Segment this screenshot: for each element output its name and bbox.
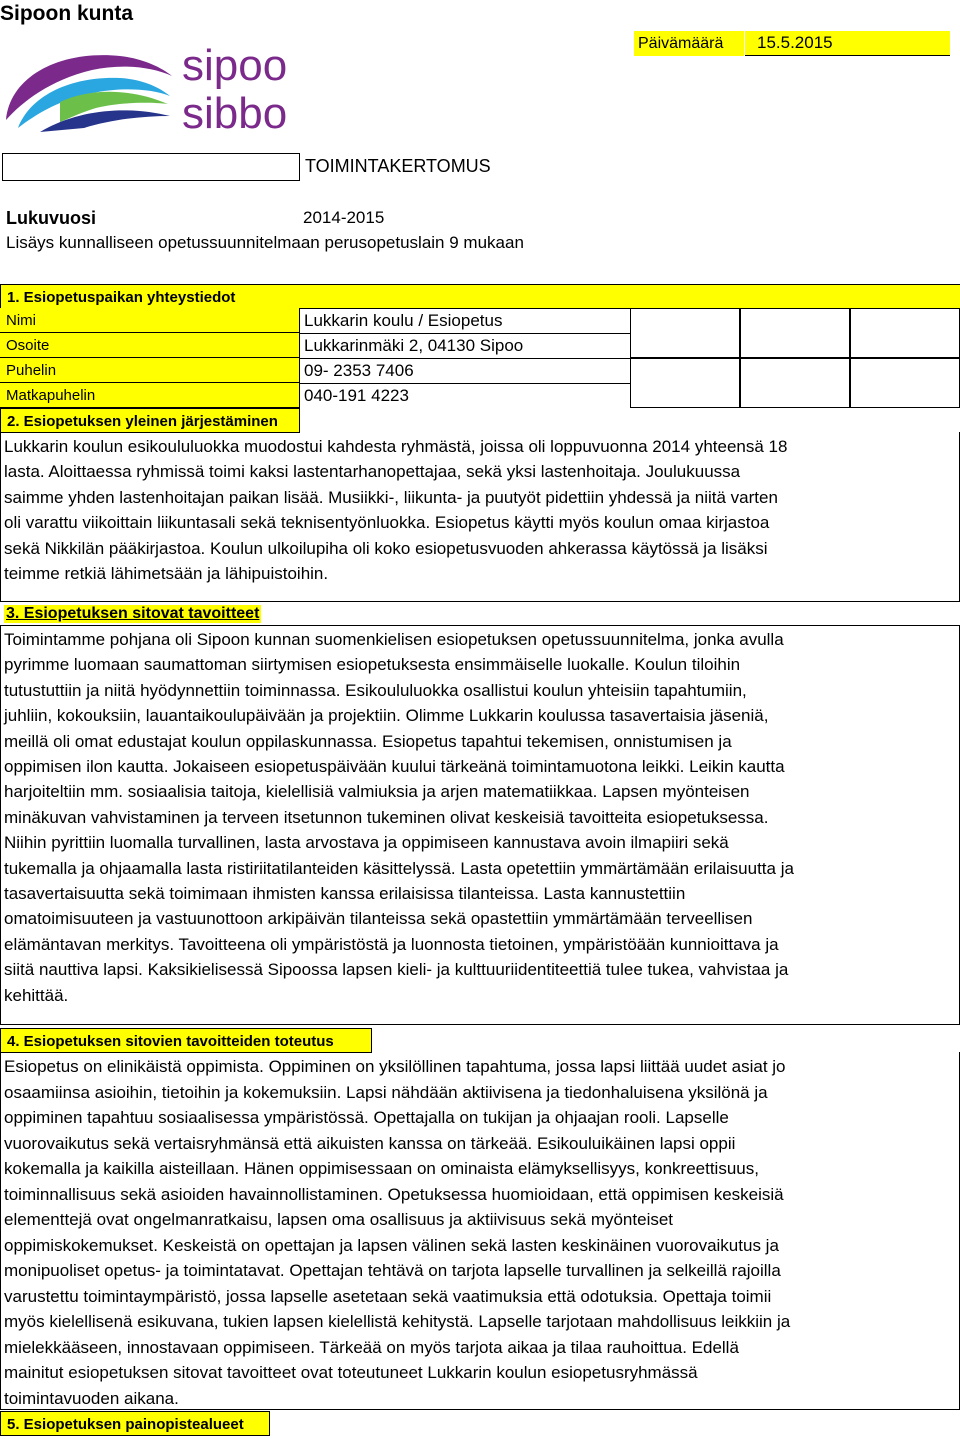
empty-cell	[850, 308, 960, 358]
empty-cell	[630, 358, 740, 408]
section-3-heading: 3. Esiopetuksen sitovat tavoitteet	[6, 605, 260, 622]
info-value-address: Lukkarinmäki 2, 04130 Sipoo	[300, 333, 630, 358]
school-year-label: Lukuvuosi	[6, 208, 97, 228]
section-5-heading: 5. Esiopetuksen painopistealueet	[0, 1411, 270, 1436]
document-subtitle: Lisäys kunnalliseen opetussuunnitelmaan perusopetuslain 9 mukaan	[6, 233, 524, 252]
info-label-name: Nimi	[0, 308, 300, 333]
info-value-phone: 09- 2353 7406	[300, 358, 630, 383]
organization-name: Sipoon kunta	[0, 2, 133, 25]
info-label-mobile: Matkapuhelin	[0, 383, 300, 408]
section-2-heading: 2. Esiopetuksen yleinen järjestäminen	[0, 408, 300, 433]
school-year-value: 2014-2015	[303, 208, 385, 227]
empty-cell	[740, 308, 850, 358]
info-value-mobile: 040-191 4223	[300, 383, 630, 408]
document-title: TOIMINTAKERTOMUS	[305, 156, 491, 176]
sipoo-sibbo-logo	[0, 36, 300, 136]
info-value-name: Lukkarin koulu / Esiopetus	[300, 308, 630, 333]
date-label: Päivämäärä	[634, 31, 744, 56]
info-label-phone: Puhelin	[0, 358, 300, 383]
section-2-text: Lukkarin koulun esikoululuokka muodostui kahdesta ryhmästä, joissa oli loppuvuonna 2014 yhteensä 18 lasta. Aloittaessa ryhmissä toimi kaksi lastentarhanopettajaa, sekä yksi lastenhoitaja. Joulukuussa saimme yhden lastenhoitajan paikan lisää. Musiikki-, liikunta- ja puutyöt pidettiin yhdessä ja niitä varten oli varattu viikoittain liikuntasali sekä teknisentyönluokka. Esiopetus käytti myös koulun omaa kirjastoa sekä Nikkilän pääkirjastoa. Koulun ulkoilupiha oli koko esiopetusvuoden ahkerassa käytössä ja lisäksi teimme retkiä lähimetsään ja lähipuistoihin.	[4, 437, 788, 584]
empty-cell	[630, 308, 740, 358]
section-4-text: Esiopetus on elinikäistä oppimista. Oppiminen on yksilöllinen tapahtuma, jossa lapsi liittää uudet asiat jo osaamiinsa asioihin, tietoihin ja kokemuksiin. Lapsi nähdään aktiivisena ja tiedonhaluisena yksilönä ja oppiminen tapahtuu sosiaalisessa ympäristössä. Opettajalla on tukijan ja ohjaajan rooli. Lapselle vuorovaikutus sekä vertaisryhmänsä että aikuisten kanssa on tärkeää. Esikouluikäinen lapsi oppii kokemalla ja kaikilla aisteillaan. Hänen oppimisessaan on ominaista elämyksellisyys, konkreettisuus, toiminnallisuus sekä asioiden havainnollistaminen. Opetuksessa huomioidaan, että oppimisen keskeisiä elementtejä ovat ongelmanratkaisu, lapsen oma osallisuus ja aktiivisuus sekä myönteiset oppimiskokemukset. Keskeistä on opettajan ja lapsen välinen sekä lasten keskinäinen vuorovaikutus ja monipuoliset opetus- ja toimintatavat. Opettajan tehtävä on tarjota lapselle turvallinen ja selkeillä rajoilla varustettu toimintaympäristö, jossa lapselle asetetaan sekä vaatimuksia että odotuksia. Opettaja toimii myös kielellisenä esikuvana, tukien lapsen kielellistä kehitystä. Lapselle tarjotaan mahdollisuus leikkiin ja mielekkääseen, innostavaan oppimiseen. Tärkeää on myös tarjota aikaa ja tilaa rauhoittua. Edellä mainitut esiopetuksen sitovat tavoitteet ovat toteutuneet Lukkarin koulun esiopetusryhmässä toimintavuoden aikana.	[4, 1057, 791, 1408]
section-4-heading: 4. Esiopetuksen sitovien tavoitteiden toteutus	[0, 1028, 372, 1053]
info-label-address: Osoite	[0, 333, 300, 358]
blank-field-box	[2, 153, 300, 181]
logo-text-sibbo: sibbo	[182, 89, 288, 136]
section-1-heading: 1. Esiopetuspaikan yhteystiedot	[0, 284, 960, 309]
empty-cell	[740, 358, 850, 408]
section-3-text: Toimintamme pohjana oli Sipoon kunnan suomenkielisen esiopetuksen opetussuunnitelma, jonka avulla pyrimme luomaan saumattoman siirtymisen esiopetuksesta ensimmäiselle luokalle. Koulun tiloihin tutustuttiin ja niitä hyödynnettiin toiminnassa. Esikoululuokka osallistui koulun yhteisiin tapahtumiin, juhliin, kokouksiin, lauantaikoulupäivään ja projektiin. Olimme Lukkarin koulussa tasavertaisia jäseniä, meillä oli omat edustajat koulun oppilaskunnassa. Esiopetus tapahtui tekemisen, onnistumisen ja oppimisen ilon kautta. Jokaiseen esiopetuspäivään kuului tärkeänä toimintamuotona leikki. Leikin kautta harjoiteltiin mm. sosiaalisia taitoja, kielellisiä valmiuksia ja arjen matematiikkaa. Lapsen myönteisen minäkuvan vahvistaminen ja terveen itsetunnon tukeminen olivat keskeisiä tavoitteita esiopetuksessa. Niihin pyrittiin luomalla turvallinen, lasta arvostava ja oppimiseen kannustava avoin ilmapiiri sekä tukemalla ja ohjaamalla lasta ristiriitatilanteiden käsittelyssä. Lasta opetettiin ymmärtämään erilaisuutta ja tasavertaisuutta sekä toimimaan ihmisten kanssa erilaisissa tilanteissa. Lasta kannustettiin omatoimisuuteen ja vastuunottoon arkipäivän tilanteissa sekä opastettiin ymmärtämään terveellisen elämäntavan merkitys. Tavoitteena oli ympäristöstä ja luonnosta tietoinen, ympäristöään kunnioittava ja siitä nauttiva lapsi. Kaksikielisessä Sipoossa lapsen kieli- ja kulttuuriidentiteettiä tulee tukea, vahvistaa ja kehittää.	[4, 630, 794, 1005]
empty-cell	[850, 358, 960, 408]
date-value: 15.5.2015	[745, 31, 950, 56]
logo-text-sipoo: sipoo	[182, 41, 288, 90]
